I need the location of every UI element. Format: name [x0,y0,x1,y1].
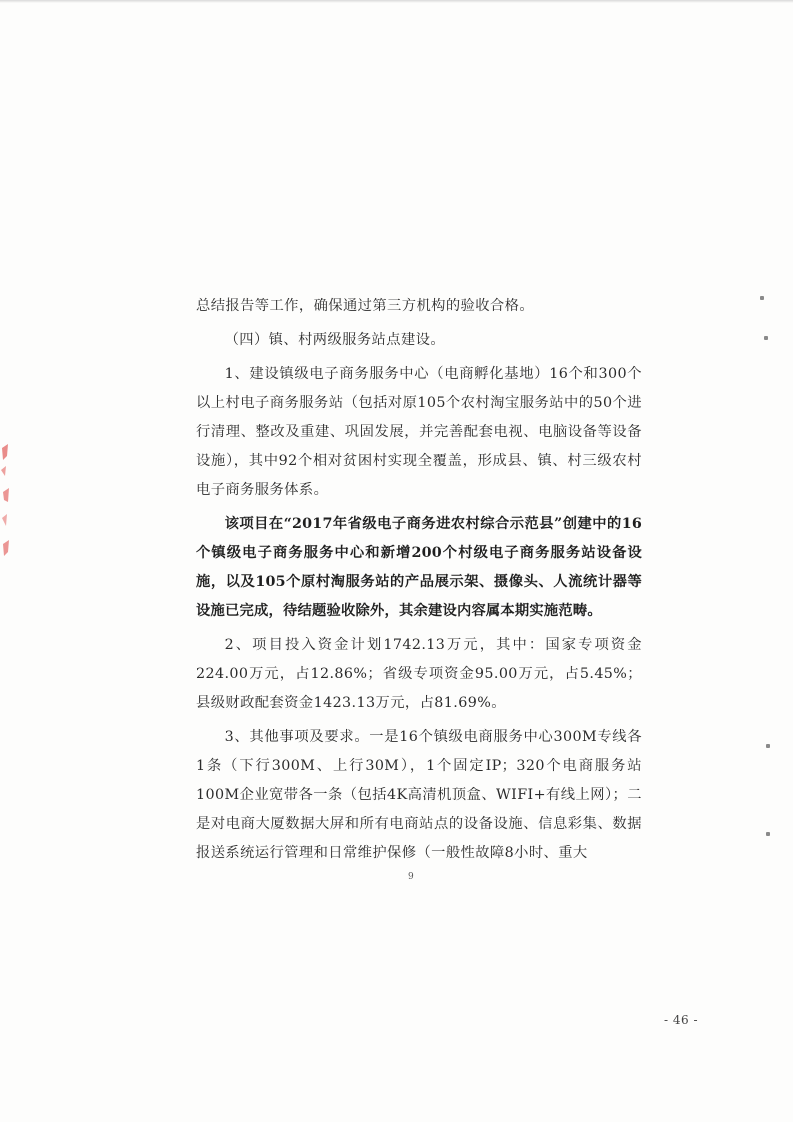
page-number: - 46 - [664,1013,699,1027]
paragraph-item-3: 3、其他事项及要求。一是16个镇级电商服务中心300M专线各1条（下行300M、上行30M），1个固定IP；320个电商服务站100M企业宽带各一条（包括4K高清机顶盒、WIFI+有线上网）；二是对电商大厦数据大屏和所有电商站点的设备设施、信息彩集、数据报送系统运行管理和日常维护保修（一般性故障8小时、重大 [196,729,642,861]
paragraph-item-2: 2、项目投入资金计划1742.13万元，其中：国家专项资金224.00万元，占12.86%；省级专项资金95.00万元，占5.45%；县级财政配套资金1423.13万元，占81.69%。 [196,637,642,711]
paragraph-project-note: 该项目在“2017年省级电子商务进农村综合示范县”创建中的16个镇级电子商务服务中心和新增200个村级电子商务服务站设备设施，以及105个原村淘服务站的产品展示架、摄像头、人流统计器等设施已完成，待结题验收除外，其余建设内容属本期实施范畴。 [196,516,642,619]
red-stamp-fragment [0,440,12,570]
scan-speck [766,744,770,748]
paragraph-continuation: 总结报告等工作，确保通过第三方机构的验收合格。 [196,298,535,314]
scan-speck [766,832,770,836]
body-text [196,292,642,873]
scan-top-edge [0,0,793,3]
inner-page-number: 9 [408,872,414,882]
scan-speck [760,296,764,300]
scan-speck [764,336,768,340]
paragraph-item-1: 1、建设镇级电子商务服务中心（电商孵化基地）16个和300个以上村电子商务服务站（包括对原105个农村淘宝服务站中的50个进行清理、整改及重建、巩固发展，并完善配套电视、电脑设备等设备设施），其中92个相对贫困村实现全覆盖，形成县、镇、村三级农村电子商务服务体系。 [196,366,642,498]
section-heading: （四）镇、村两级服务站点建设。 [224,332,446,348]
